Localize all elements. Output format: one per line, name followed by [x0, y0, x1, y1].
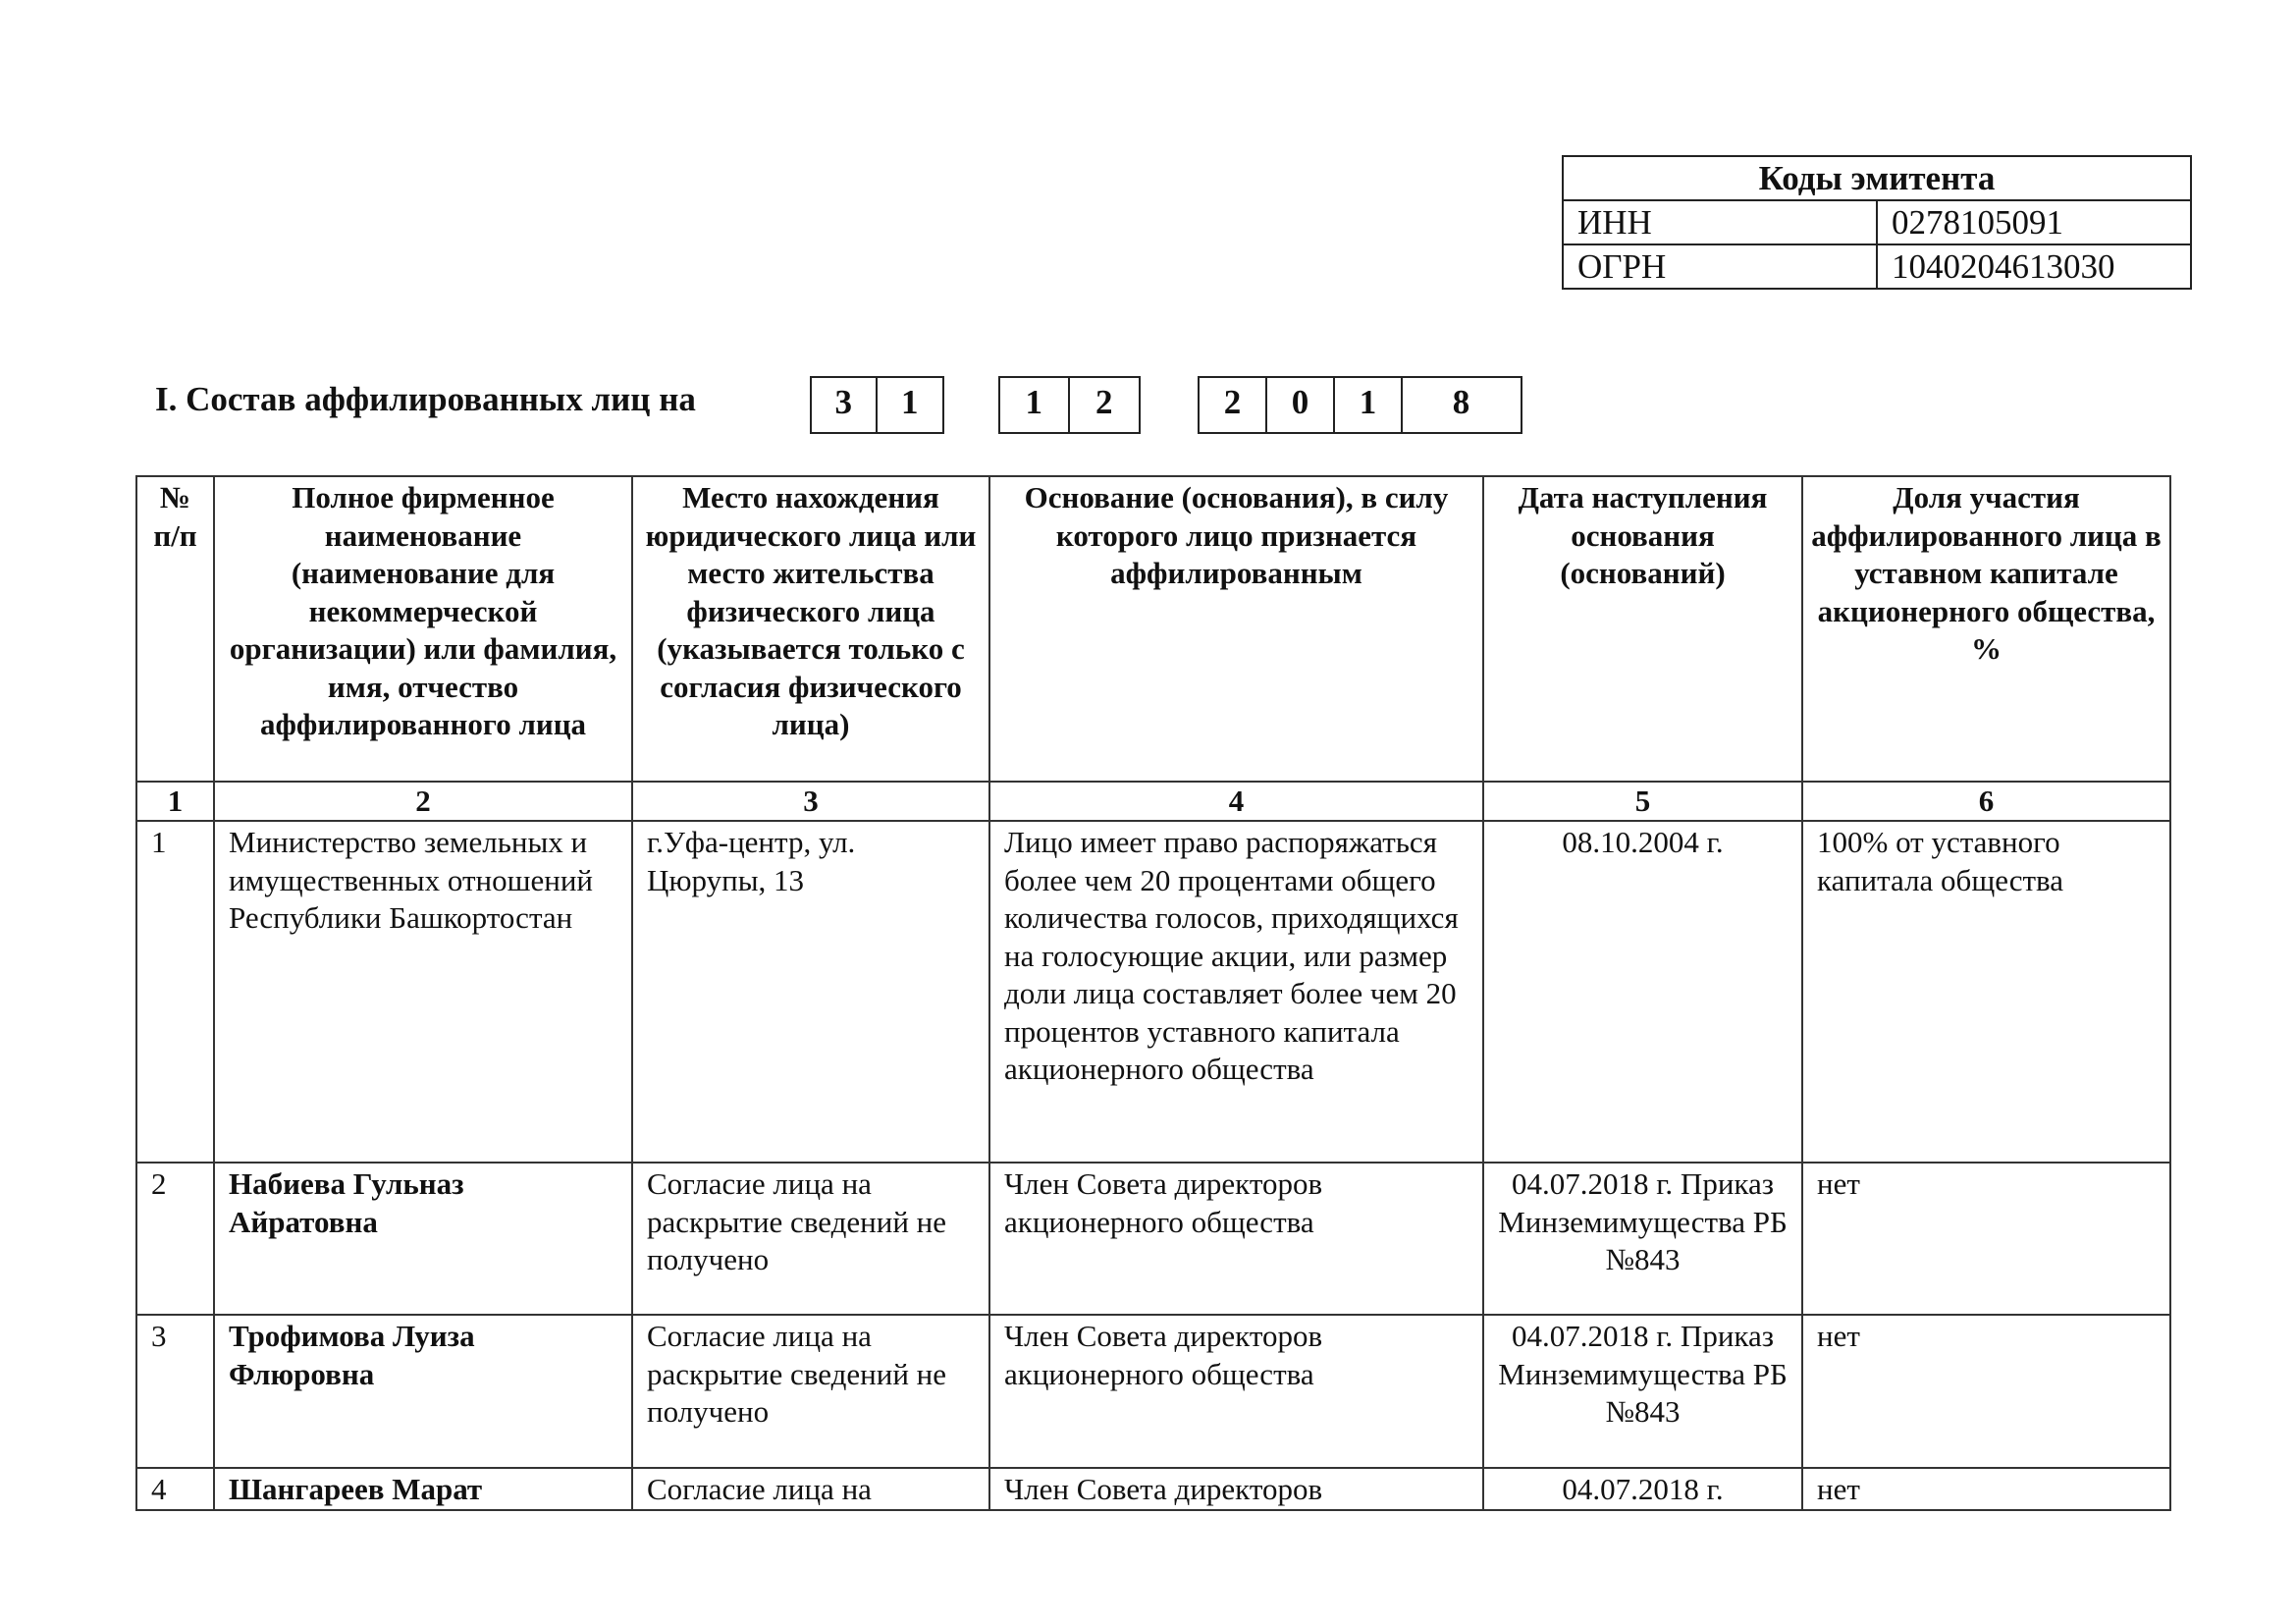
capital-share: 100% от уставного капитала общества	[1802, 821, 2170, 1163]
table-row	[136, 821, 2170, 1163]
issuer-code-row-ogrn	[1563, 244, 2191, 289]
basis-date: 04.07.2018 г.	[1483, 1468, 1802, 1510]
row-number: 2	[136, 1163, 214, 1315]
column-number: 2	[214, 782, 632, 821]
affiliate-location: Согласие лица на раскрытие сведений не получено	[632, 1163, 989, 1315]
affiliate-name: Набиева Гульназ Айратовна	[214, 1163, 632, 1315]
basis-date: 04.07.2018 г. Приказ Минземимущества РБ №843	[1483, 1163, 1802, 1315]
column-number: 6	[1802, 782, 2170, 821]
affiliation-basis: Член Совета директоров акционерного общества	[989, 1163, 1483, 1315]
column-header-basis: Основание (основания), в силу которого лицо признается аффилированным	[989, 476, 1483, 782]
table-row	[136, 1163, 2170, 1315]
column-header-number: № п/п	[136, 476, 214, 782]
date-day-digit: 1	[901, 383, 919, 421]
table-row	[136, 1315, 2170, 1468]
column-numbers-row	[136, 782, 2170, 821]
column-number: 5	[1483, 782, 1802, 821]
capital-share: нет	[1802, 1163, 2170, 1315]
affiliation-basis: Член Совета директоров	[989, 1468, 1483, 1510]
column-number: 1	[136, 782, 214, 821]
date-day-digit: 3	[812, 378, 878, 432]
date-month-digit: 1	[1000, 378, 1070, 432]
issuer-code-row-inn	[1563, 200, 2191, 244]
affiliate-location: Согласие лица на	[632, 1468, 989, 1510]
table-row	[136, 1468, 2170, 1510]
affiliate-location: г.Уфа-центр, ул. Цюрупы, 13	[632, 821, 989, 1163]
column-header-date: Дата наступления основания (оснований)	[1483, 476, 1802, 782]
column-number: 4	[989, 782, 1483, 821]
issuer-codes-table	[1562, 155, 2192, 290]
date-month-cells	[998, 376, 1141, 434]
basis-date: 04.07.2018 г. Приказ Минземимущества РБ №843	[1483, 1315, 1802, 1468]
affiliation-basis: Лицо имеет право распоряжаться более чем 20 процентами общего количества голосов, приходящихся на голосующие акции, или размер доли лица составляет более чем 20 процентов уставного капитала акционерного общества	[989, 821, 1483, 1163]
affiliate-location: Согласие лица на раскрытие сведений не получено	[632, 1315, 989, 1468]
column-header-name: Полное фирменное наименование (наименование для некоммерческой организации) или фамилия, имя, отчество аффилированного лица	[214, 476, 632, 782]
affiliates-table	[135, 475, 2171, 1511]
affiliate-name: Шангареев Марат	[214, 1468, 632, 1510]
row-number: 4	[136, 1468, 214, 1510]
column-header-share: Доля участия аффилированного лица в уставном капитале акционерного общества, %	[1802, 476, 2170, 782]
ogrn-label: ОГРН	[1563, 244, 1877, 289]
date-year-digit: 1	[1335, 378, 1403, 432]
date-year-digit: 2	[1200, 378, 1267, 432]
capital-share: нет	[1802, 1315, 2170, 1468]
table-header-row	[136, 476, 2170, 782]
column-number: 3	[632, 782, 989, 821]
date-year-digit: 8	[1452, 383, 1470, 421]
affiliate-name: Министерство земельных и имущественных отношений Республики Башкортостан	[214, 821, 632, 1163]
date-month-digit: 2	[1095, 383, 1113, 421]
date-day-cells	[810, 376, 944, 434]
date-year-digit: 0	[1267, 378, 1335, 432]
row-number: 3	[136, 1315, 214, 1468]
affiliate-name: Трофимова Луиза Флюровна	[214, 1315, 632, 1468]
affiliation-basis: Член Совета директоров акционерного общества	[989, 1315, 1483, 1468]
capital-share: нет	[1802, 1468, 2170, 1510]
section-title: I. Состав аффилированных лиц на	[155, 380, 696, 418]
inn-label: ИНН	[1563, 200, 1877, 244]
issuer-codes-title: Коды эмитента	[1563, 156, 2191, 200]
column-header-location: Место нахождения юридического лица или место жительства физического лица (указывается только с согласия физического лица)	[632, 476, 989, 782]
inn-value: 0278105091	[1877, 200, 2191, 244]
ogrn-value: 1040204613030	[1877, 244, 2191, 289]
basis-date: 08.10.2004 г.	[1483, 821, 1802, 1163]
date-year-cells	[1198, 376, 1522, 434]
row-number: 1	[136, 821, 214, 1163]
